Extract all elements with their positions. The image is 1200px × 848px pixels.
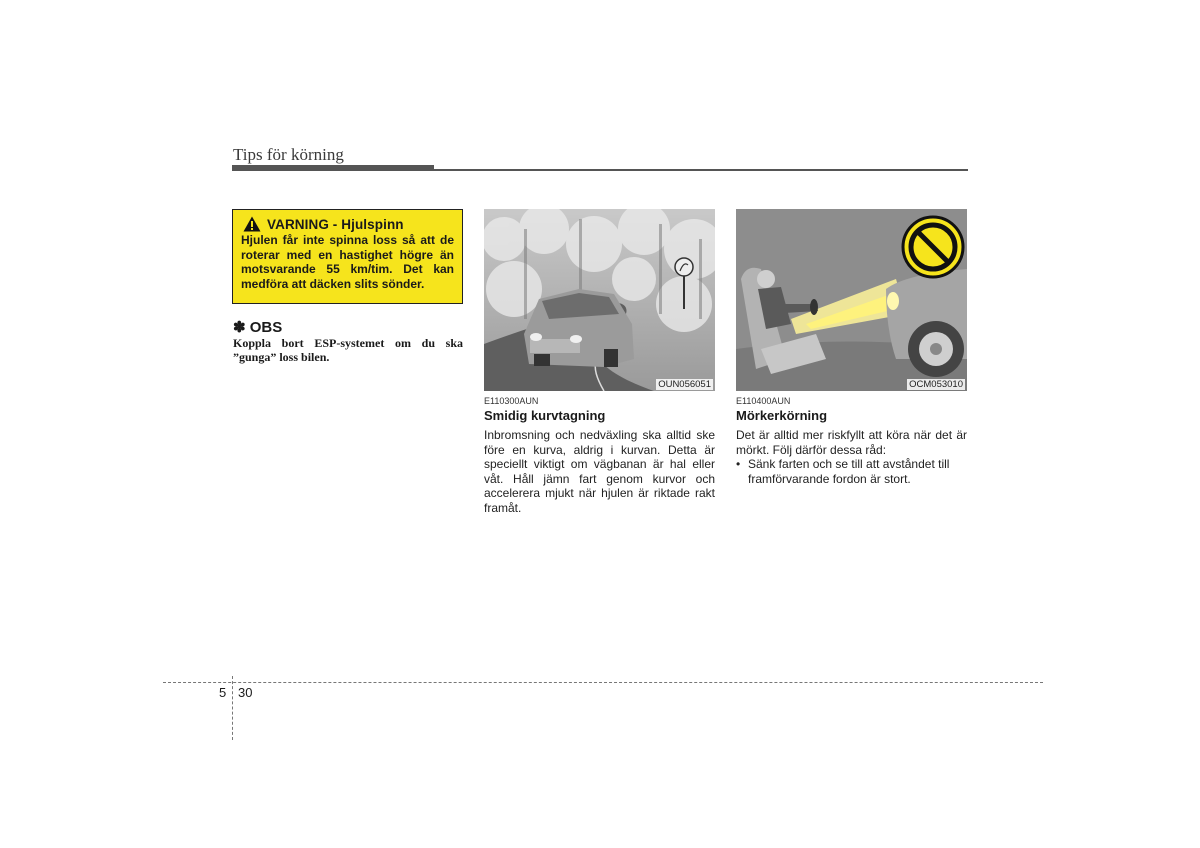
night-section-title: Mörkerkörning [736, 408, 828, 423]
curve-section-body: Inbromsning och nedväxling ska alltid ske före en kurva, aldrig i kurvan. Detta är speciellt viktigt om vägbanan är hal eller våt. Håll jämn fart genom kurvor och accelerera mjukt när hjulen är riktade rakt framåt. [484, 428, 715, 515]
night-bullet-text: Sänk farten och se till att avståndet till framförvarande fordon är stort. [748, 457, 950, 486]
chapter-number: 5 [219, 685, 227, 700]
bullet-dot-icon: • [736, 457, 741, 471]
night-section-body [736, 428, 967, 486]
header-rule-thick [232, 165, 434, 171]
curve-section-code: E110300AUN [484, 396, 539, 406]
warning-box [232, 209, 463, 304]
header-rule-thin [434, 169, 968, 171]
footer-divider [163, 682, 1043, 683]
page-number: 30 [238, 685, 253, 700]
warning-title: VARNING - Hjulspinn [267, 216, 404, 232]
curve-illustration [484, 209, 715, 391]
night-image-code: OCM053010 [909, 379, 963, 390]
night-driving-image [736, 209, 967, 391]
obs-title: ✽ OBS [233, 319, 283, 336]
warning-triangle-icon [243, 216, 261, 232]
curve-section-title: Smidig kurvtagning [484, 408, 606, 423]
curve-image-code: OUN056051 [658, 379, 711, 390]
night-section-code: E110400AUN [736, 396, 791, 406]
footer-vertical-divider [232, 676, 233, 740]
obs-body: Koppla bort ESP-systemet om du ska ”gunga” loss bilen. [233, 336, 463, 364]
page-header-title: Tips för körning [233, 145, 344, 164]
night-illustration [736, 209, 967, 391]
warning-body: Hjulen får inte spinna loss så att de roterar med en hastighet högre än motsvarande 55 km/tim. Det kan medföra att däcken slits sönder. [241, 233, 454, 291]
snowy-road-car-image [484, 209, 715, 391]
night-intro-text: Det är alltid mer riskfyllt att köra när det är mörkt. Följ därför dessa råd: [736, 428, 967, 457]
night-bullet-item [736, 457, 967, 486]
